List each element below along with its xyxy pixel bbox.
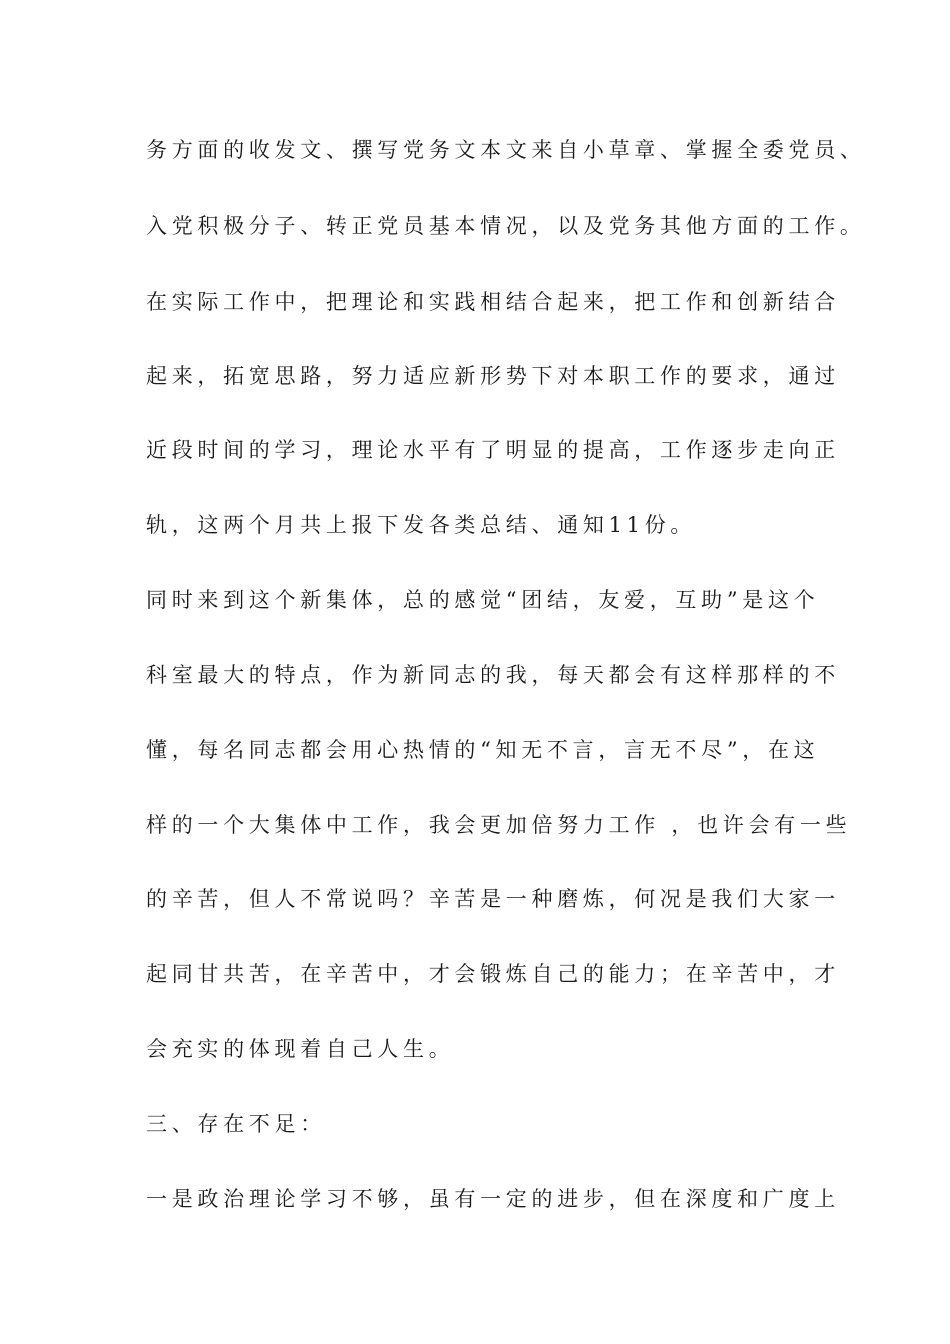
section-heading: 三、存在不足： [146, 1112, 326, 1136]
text-line-1: 务方面的收发文、撰写党务文本文来自小草章、掌握全委党员、 [146, 138, 866, 162]
text-line-12: 起同甘共苦，在辛苦中，才会锻炼自己的能力；在辛苦中，才 [146, 962, 840, 986]
text-line-3: 在实际工作中，把理论和实践相结合起来，把工作和创新结合 [146, 290, 840, 314]
text-line-13: 会充实的体现着自己人生。 [146, 1037, 455, 1061]
text-line-2: 入党积极分子、转正党员基本情况，以及党务其他方面的工作。 [146, 214, 866, 238]
text-line-7: 同时来到这个新集体，总的感觉“团结，友爱，互助”是这个 [146, 588, 820, 612]
text-line-9: 懂，每名同志都会用心热情的“知无不言，言无不尽”，在这 [146, 738, 820, 762]
text-line-8: 科室最大的特点，作为新同志的我，每天都会有这样那样的不 [146, 663, 840, 687]
text-line-10: 样的一个大集体中工作，我会更加倍努力工作 ，也许会有一些 [146, 813, 852, 837]
text-line-4: 起来，拓宽思路，努力适应新形势下对本职工作的要求，通过 [146, 364, 840, 388]
text-line-5: 近段时间的学习，理论水平有了明显的提高，工作逐步走向正 [146, 438, 840, 462]
text-line-15: 一是政治理论学习不够，虽有一定的进步，但在深度和广度上 [146, 1187, 840, 1211]
text-line-6: 轨，这两个月共上报下发各类总结、通知11份。 [146, 513, 697, 537]
text-line-11: 的辛苦，但人不常说吗？辛苦是一种磨炼，何况是我们大家一 [146, 887, 840, 911]
